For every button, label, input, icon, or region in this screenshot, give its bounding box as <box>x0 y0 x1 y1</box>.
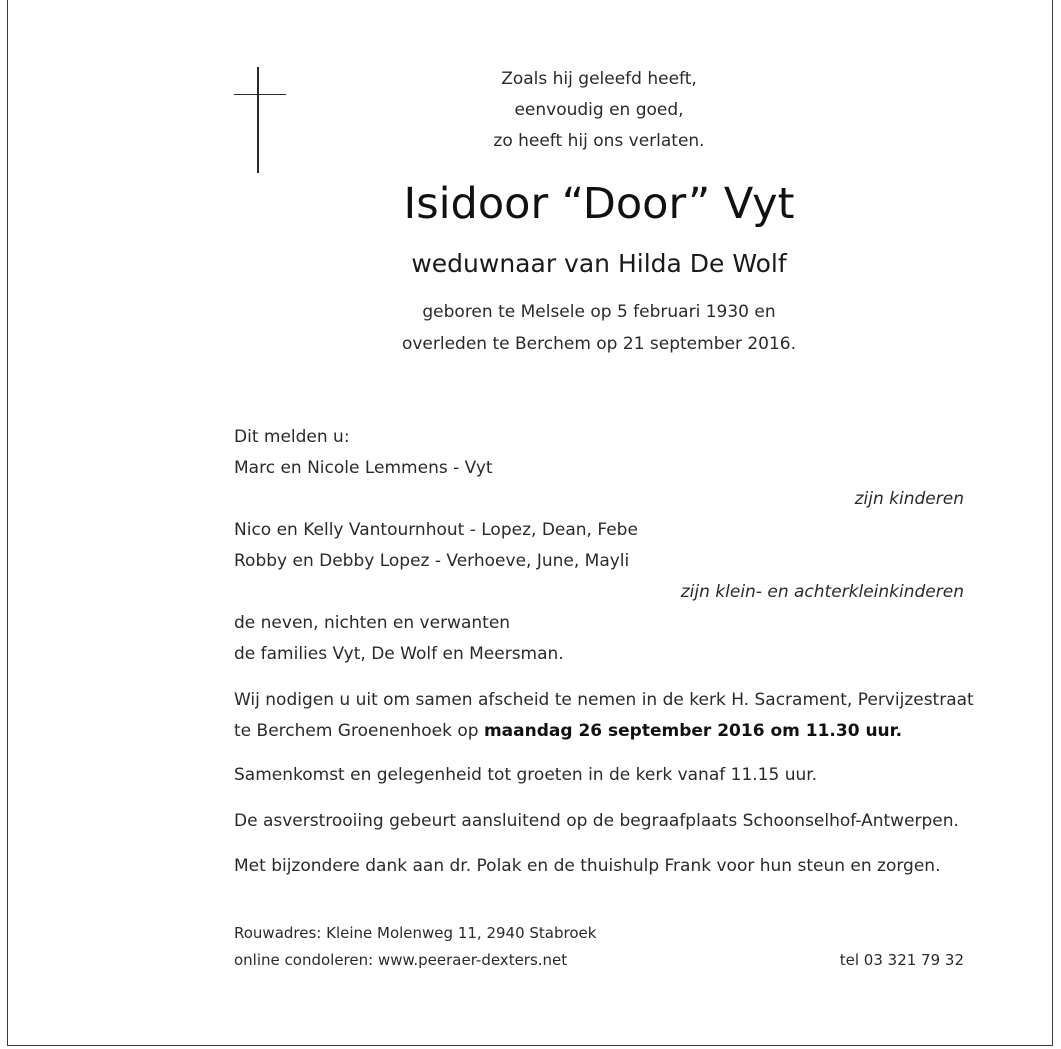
quote-line: Zoals hij geleefd heeft, <box>501 69 697 89</box>
death-line: overleden te Berchem op 21 september 2016. <box>401 334 797 354</box>
grandchildren-label: zijn klein- en achterkleinkinderen <box>680 582 964 602</box>
announcement-block <box>234 422 964 670</box>
grandchildren-line: Nico en Kelly Vantournhout - Lopez, Dean, Febe <box>234 520 638 540</box>
quote-line: eenvoudig en goed, <box>514 100 684 120</box>
grandchildren-line: Robby en Debby Lopez - Verhoeve, June, Mayli <box>234 551 630 571</box>
footer <box>234 920 964 974</box>
quote-line: zo heeft hij ons verlaten. <box>493 131 705 151</box>
deceased-relation: weduwnaar van Hilda De Wolf <box>411 249 787 278</box>
announcement-intro: Dit melden u: <box>234 427 350 447</box>
birth-line: geboren te Melsele op 5 februari 1930 en <box>422 302 776 322</box>
ceremony-paragraph <box>234 685 974 747</box>
deceased-name: Isidoor “Door” Vyt <box>403 179 795 229</box>
life-dates <box>234 296 964 360</box>
memorial-quote <box>234 64 964 157</box>
relatives-line: de neven, nichten en verwanten <box>234 613 511 633</box>
ceremony-line <box>234 716 974 747</box>
families-line: de families Vyt, De Wolf en Meersman. <box>234 644 564 664</box>
ashes-paragraph: De asverstrooiing gebeurt aansluitend op de begraafplaats Schoonselhof-Antwerpen. <box>234 811 959 831</box>
footer-online: online condoleren: www.peeraer-dexters.net <box>234 951 568 969</box>
footer-address: Rouwadres: Kleine Molenweg 11, 2940 Stabroek <box>234 924 597 942</box>
ceremony-location: te Berchem Groenenhoek op <box>234 721 484 741</box>
footer-tel: tel 03 321 79 32 <box>839 951 964 969</box>
gathering-paragraph: Samenkomst en gelegenheid tot groeten in de kerk vanaf 11.15 uur. <box>234 765 818 785</box>
children-names: Marc en Nicole Lemmens - Vyt <box>234 458 493 478</box>
thanks-paragraph: Met bijzondere dank aan dr. Polak en de thuishulp Frank voor hun steun en zorgen. <box>234 856 941 876</box>
ceremony-line: Wij nodigen u uit om samen afscheid te nemen in de kerk H. Sacrament, Pervijzestraat <box>234 690 974 710</box>
ceremony-datetime: maandag 26 september 2016 om 11.30 uur. <box>483 721 903 741</box>
footer-contact-row <box>234 947 964 974</box>
children-label: zijn kinderen <box>854 489 964 509</box>
